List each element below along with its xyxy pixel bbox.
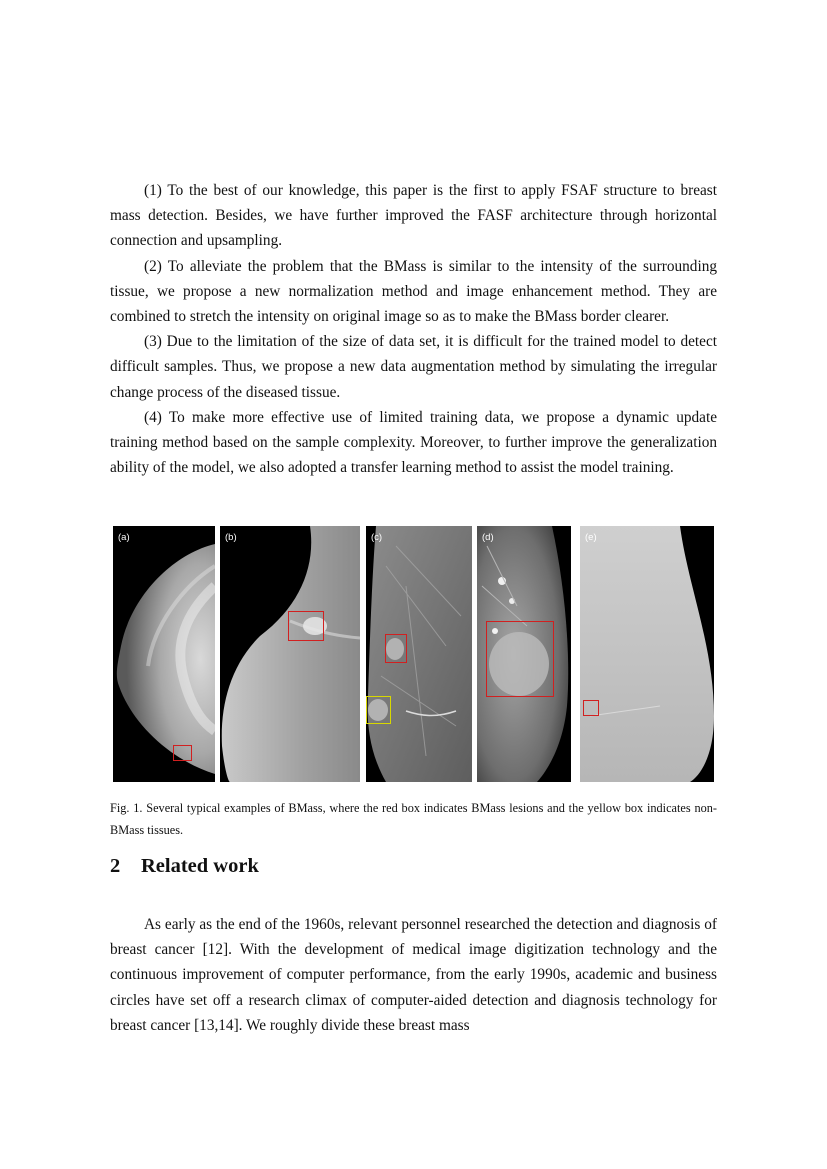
section-title: Related work bbox=[141, 855, 259, 877]
non-bmass-tissue-box bbox=[366, 696, 391, 724]
contribution-paragraph: (3) Due to the limitation of the size of data set, it is difficult for the trained model to detect difficult samples. Thus, we propose a new data augmentation method by simulating the irregular change process of the diseased tissue. bbox=[110, 333, 717, 401]
mammogram-panel-c bbox=[366, 526, 472, 782]
mammogram-image-a bbox=[113, 526, 215, 782]
mammogram-image-b bbox=[220, 526, 360, 782]
panel-label-b: (b) bbox=[225, 532, 237, 543]
mammogram-image-e bbox=[580, 526, 714, 782]
contributions-list bbox=[110, 178, 717, 480]
bmass-lesion-box bbox=[486, 621, 554, 697]
panel-label-a: (a) bbox=[118, 532, 130, 543]
contribution-paragraph: (2) To alleviate the problem that the BMass is similar to the intensity of the surrounding tissue, we propose a new normalization method and image enhancement method. They are combined to stretch the intensity on original image so as to make the BMass border clearer. bbox=[110, 257, 717, 326]
mammogram-panel-a bbox=[113, 526, 215, 782]
bmass-lesion-box bbox=[288, 611, 324, 641]
panel-label-c: (c) bbox=[371, 532, 383, 543]
related-work-paragraph: As early as the end of the 1960s, relevant personnel researched the detection and diagnosis of breast cancer [12]. With the development of medical image digitization technology and the continuous improvement of computer performance, from the early 1990s, academic and business circles have set off a research climax of computer-aided detection and diagnosis technology for breast cancer [13,14]. We roughly divide these breast mass bbox=[110, 916, 717, 1034]
mammogram-panel-e bbox=[580, 526, 714, 782]
bmass-lesion-box bbox=[583, 700, 599, 716]
mammogram-image-c bbox=[366, 526, 472, 782]
section-number: 2 bbox=[110, 855, 121, 877]
section-heading bbox=[110, 852, 259, 880]
contribution-paragraph: (4) To make more effective use of limited training data, we propose a dynamic update training method based on the sample complexity. Moreover, to further improve the generalization ability of the model, we also adopted a transfer learning method to assist the model training. bbox=[110, 408, 717, 477]
mammogram-panel-d bbox=[477, 526, 571, 782]
figure-caption: Fig. 1. Several typical examples of BMass, where the red box indicates BMass lesions and the yellow box indicates non-BMass tissues. bbox=[110, 801, 717, 837]
mammogram-panel-b bbox=[220, 526, 360, 782]
contribution-paragraph: (1) To the best of our knowledge, this paper is the first to apply FSAF structure to breast mass detection. Besides, we have further improved the FASF architecture through horizontal connection and upsampling. bbox=[110, 182, 717, 250]
bmass-lesion-box bbox=[173, 745, 192, 761]
bmass-lesion-box bbox=[385, 634, 407, 663]
panel-label-e: (e) bbox=[585, 532, 597, 543]
related-work-body bbox=[110, 912, 717, 1038]
panel-label-d: (d) bbox=[482, 532, 494, 543]
figure-1 bbox=[113, 526, 714, 782]
